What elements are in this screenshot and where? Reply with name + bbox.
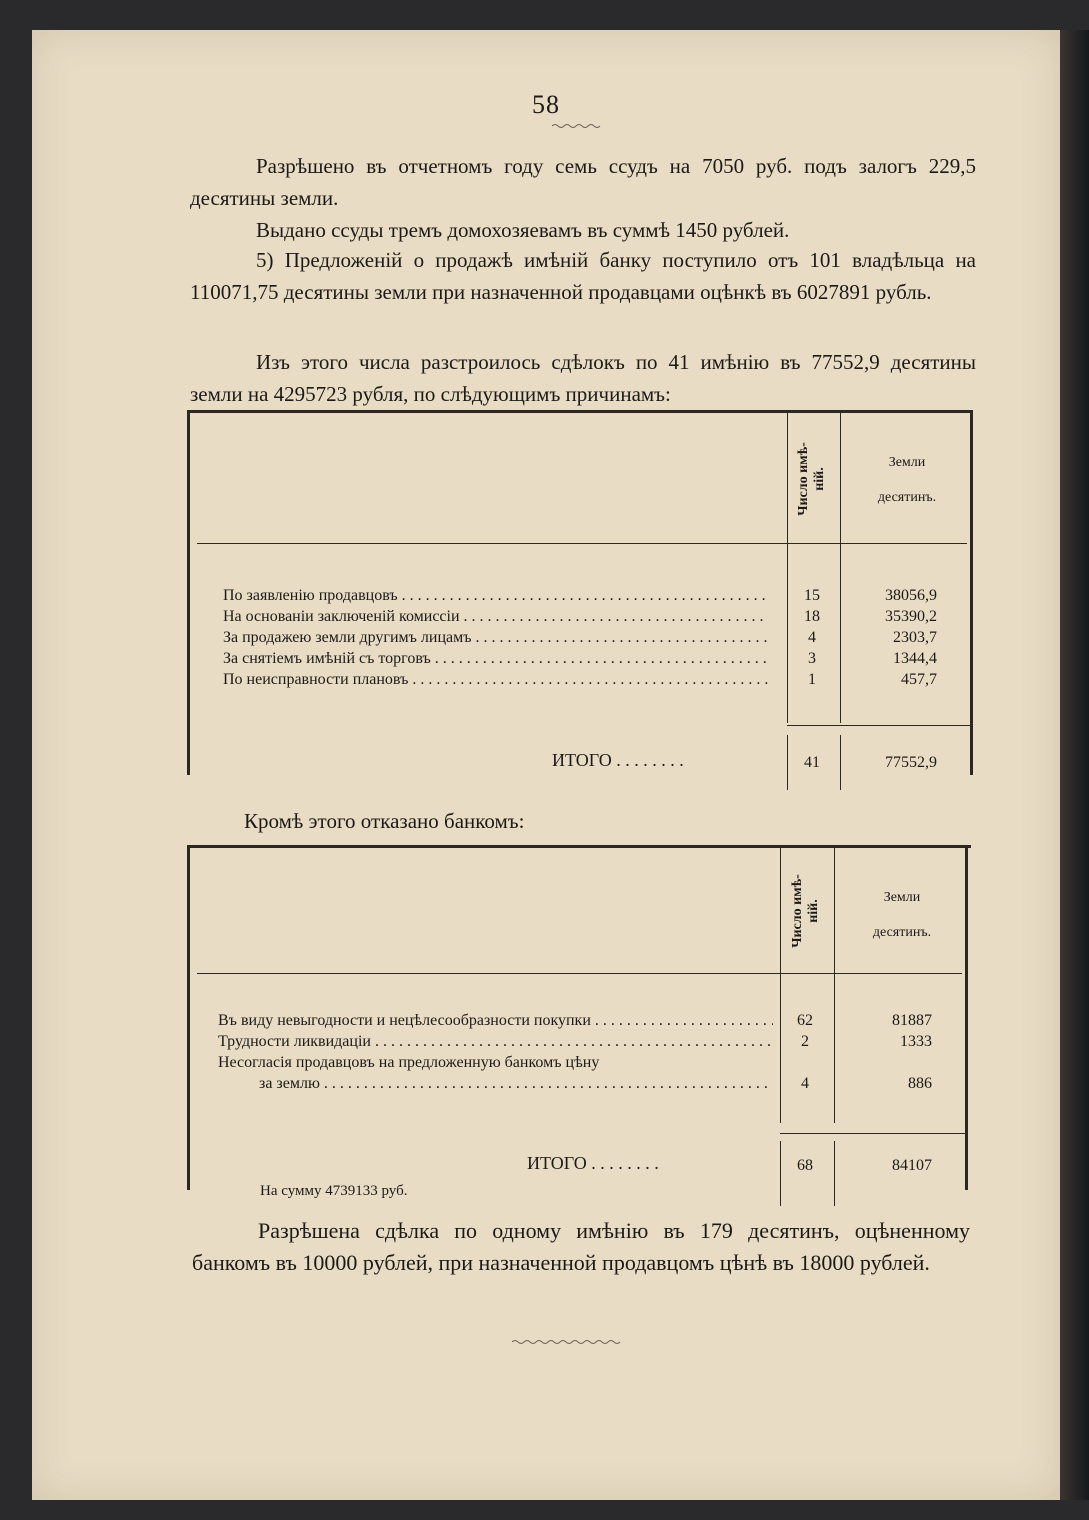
table-row [187,1031,975,1052]
paragraph-failed-deals: Изъ этого числа разстроилось сдѣлокъ по 41 имѣнію въ 77552,9 десятины земли на 4295723 рубля, по слѣдующимъ причинамъ: [190,350,976,406]
table-row [187,1073,975,1094]
row-land: 1333 [900,1033,932,1050]
row-land: 457,7 [901,671,937,688]
row-count: 4 [808,629,816,646]
table-row [187,1010,975,1031]
row-label: за землю . . . [259,1073,773,1094]
total-label: ИТОГО . . . . . . . . [552,750,684,770]
row-count: 3 [808,650,816,667]
table-bank-refusals [187,845,975,1210]
paragraph-issued: Выдано ссуды тремъ домохозяевамъ въ суммѣ 1450 рублей. [256,218,790,242]
paragraph-proposals: 5) Предложеній о продажѣ имѣній банку поступило отъ 101 владѣльца на 110071,75 десятины земли при назначенной продавцами оцѣнкѣ въ 6027891 рубль. [190,248,976,304]
total-land: 84107 [892,1157,932,1174]
ornament-squiggle-bottom [512,1338,622,1346]
row-count: 4 [801,1075,809,1092]
paragraph-bank-refusals: Кромѣ этого отказано банкомъ: [244,809,525,833]
total-count: 68 [797,1157,813,1174]
row-land: 886 [908,1075,932,1092]
row-count: 1 [808,671,816,688]
row-land: 1344,4 [893,650,937,667]
header-land-unit: десятинъ. [877,490,937,505]
row-count: 15 [804,587,820,604]
row-count: 18 [804,608,820,625]
row-land: 38056,9 [885,587,937,604]
paragraph-approved-deal: Разрѣшена сдѣлка по одному имѣнію въ 179 десятинъ, оцѣненному банкомъ въ 10000 рублей, при назначенной продавцомъ цѣнѣ въ 18000 рублей. [192,1218,970,1275]
header-count-estates: Число имѣ- ній. [790,874,821,948]
total-count: 41 [804,754,820,771]
total-label: ИТОГО . . . . . . . . [527,1153,659,1173]
row-count: 2 [801,1033,809,1050]
row-land: 35390,2 [885,608,937,625]
total-row [187,1155,975,1176]
ornament-squiggle-top [552,122,602,130]
row-label: По заявленію продавцовъ . . . [223,585,768,606]
row-land: 2303,7 [893,629,937,646]
row-label: Трудности ликвидаціи . . . [218,1031,773,1052]
table-row [187,669,975,690]
table-row [187,606,975,627]
row-label: Въ виду невыгодности и нецѣлесообразности покупки . . . [218,1010,773,1031]
row-land: 81887 [892,1012,932,1029]
row-label: На основаніи заключеній комиссіи . . . [223,606,768,627]
row-label: По неисправности плановъ . . . [223,669,768,690]
row-label: За продажею земли другимъ лицамъ . . . [223,627,768,648]
table-row [187,585,975,606]
book-spine [1060,30,1089,1500]
header-land-label: Земли [888,455,926,470]
page-number: 58 [532,90,560,119]
total-land: 77552,9 [885,754,937,771]
row-label: За снятіемъ имѣній съ торговъ . . . [223,648,768,669]
table-row [187,1052,975,1073]
table-row [187,648,975,669]
header-land-label: Земли [883,890,921,905]
header-count-estates: Число имѣ- ній. [796,442,827,516]
total-row [187,752,975,773]
row-label: Несогласія продавцовъ на предложенную банкомъ цѣну [218,1054,600,1071]
paragraph-loans: Разрѣшено въ отчетномъ году семь ссудъ на 7050 руб. подъ залогъ 229,5 десятины земли. [190,154,976,210]
header-land-unit: десятинъ. [872,925,932,940]
row-count: 62 [797,1012,813,1029]
table-row [187,627,975,648]
sum-note: На сумму 4739133 руб. [260,1183,408,1199]
table-failed-deals [187,410,975,790]
book-page [32,30,1060,1500]
sum-note-row [187,1181,975,1202]
